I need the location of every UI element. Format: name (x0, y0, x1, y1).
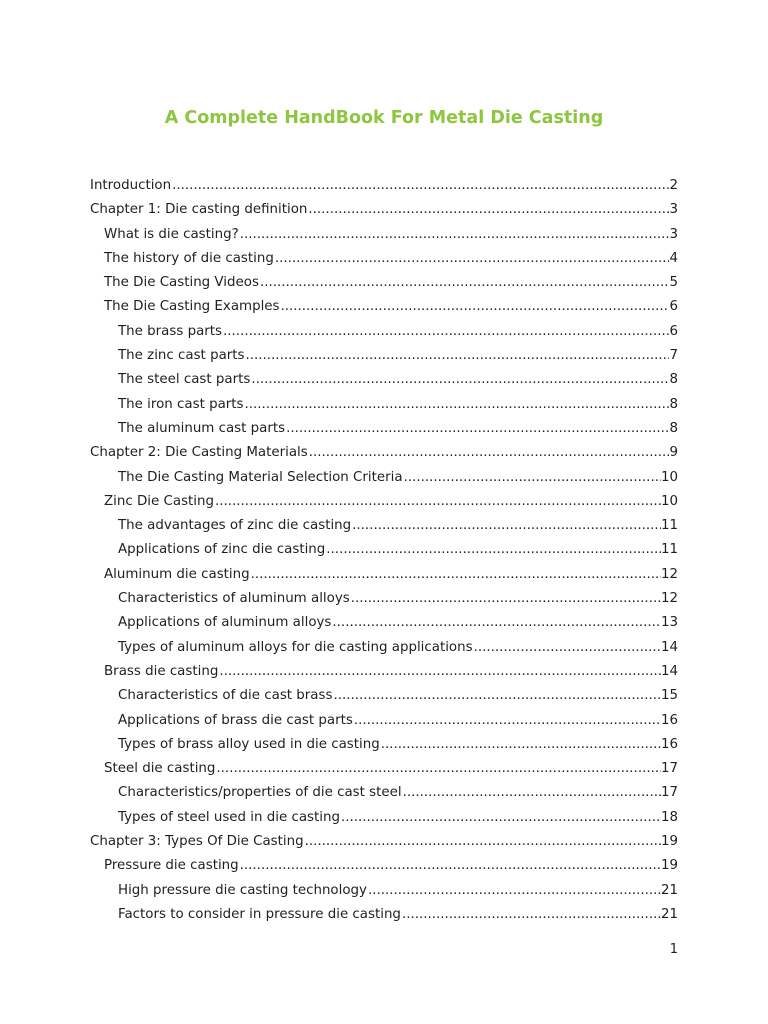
toc-entry-title: Types of aluminum alloys for die casting applications (118, 639, 473, 655)
toc-entry-title: Aluminum die casting (104, 566, 250, 582)
toc-entry[interactable] (90, 295, 678, 319)
document-title: A Complete HandBook For Metal Die Casting (164, 108, 604, 128)
toc-entry-page: 10 (660, 469, 678, 485)
toc-dot-leader (274, 247, 670, 271)
toc-entry-title: Steel die casting (104, 761, 216, 777)
toc-entry-page: 5 (669, 275, 678, 291)
toc-entry-page: 3 (669, 226, 678, 242)
toc-entry-title: Types of steel used in die casting (118, 809, 340, 825)
toc-entry[interactable] (90, 466, 678, 490)
toc-entry-page: 17 (660, 785, 678, 801)
toc-entry-title: Applications of zinc die casting (118, 542, 326, 558)
toc-entry[interactable] (90, 344, 678, 368)
toc-entry-title: Characteristics of aluminum alloys (118, 591, 350, 607)
toc-dot-leader (171, 174, 669, 198)
toc-dot-leader (353, 709, 661, 733)
toc-entry-page: 9 (669, 445, 678, 461)
toc-entry-title: The Die Casting Videos (104, 275, 259, 291)
toc-dot-leader (215, 757, 661, 781)
toc-entry[interactable] (90, 368, 678, 392)
toc-entry-page: 14 (660, 639, 678, 655)
toc-dot-leader (239, 223, 670, 247)
toc-dot-leader (285, 417, 669, 441)
toc-dot-leader (473, 636, 661, 660)
toc-entry-title: The steel cast parts (118, 372, 251, 388)
toc-entry-title: Brass die casting (104, 663, 219, 679)
toc-entry-title: What is die casting? (104, 226, 239, 242)
toc-entry-page: 21 (660, 882, 678, 898)
toc-entry-page: 3 (669, 202, 678, 218)
toc-entry-title: Applications of aluminum alloys (118, 615, 332, 631)
toc-entry[interactable] (90, 830, 678, 854)
toc-entry[interactable] (90, 854, 678, 878)
toc-entry[interactable] (90, 198, 678, 222)
toc-dot-leader (308, 441, 670, 465)
toc-entry[interactable] (90, 587, 678, 611)
toc-entry-page: 16 (660, 736, 678, 752)
toc-entry-title: Characteristics/properties of die cast steel (118, 785, 402, 801)
toc-entry-page: 17 (660, 761, 678, 777)
toc-entry-page: 13 (660, 615, 678, 631)
toc-dot-leader (340, 806, 661, 830)
toc-entry-title: Zinc Die Casting (104, 493, 215, 509)
toc-entry[interactable] (90, 393, 678, 417)
toc-dot-leader (239, 854, 661, 878)
toc-dot-leader (280, 295, 670, 319)
toc-entry-title: Applications of brass die cast parts (118, 712, 353, 728)
toc-entry[interactable] (90, 490, 678, 514)
toc-entry-title: The aluminum cast parts (118, 420, 286, 436)
toc-entry[interactable] (90, 611, 678, 635)
toc-entry[interactable] (90, 320, 678, 344)
toc-entry-page: 19 (660, 834, 678, 850)
toc-entry[interactable] (90, 247, 678, 271)
toc-entry-page: 12 (660, 566, 678, 582)
toc-entry-title: Factors to consider in pressure die casting (118, 906, 401, 922)
toc-entry[interactable] (90, 733, 678, 757)
toc-entry[interactable] (90, 684, 678, 708)
toc-dot-leader (403, 466, 661, 490)
toc-dot-leader (259, 271, 670, 295)
toc-entry[interactable] (90, 223, 678, 247)
toc-dot-leader (250, 563, 661, 587)
toc-entry-title: The iron cast parts (118, 396, 244, 412)
page-number: 1 (669, 942, 678, 957)
toc-dot-leader (402, 781, 661, 805)
toc-entry-page: 7 (669, 348, 678, 364)
toc-entry-title: Chapter 3: Types Of Die Casting (90, 834, 304, 850)
toc-entry-page: 8 (669, 372, 678, 388)
toc-dot-leader (307, 198, 669, 222)
toc-entry[interactable] (90, 271, 678, 295)
toc-entry-title: The Die Casting Material Selection Criteria (118, 469, 403, 485)
toc-dot-leader (214, 490, 661, 514)
toc-entry-page: 18 (660, 809, 678, 825)
toc-entry-title: Introduction (90, 178, 172, 193)
toc-entry-page: 6 (669, 323, 678, 339)
toc-entry-title: The Die Casting Examples (104, 299, 280, 315)
toc-entry[interactable] (90, 563, 678, 587)
toc-entry-page: 14 (660, 663, 678, 679)
toc-dot-leader (367, 879, 661, 903)
toc-dot-leader (380, 733, 661, 757)
toc-entry[interactable] (90, 660, 678, 684)
toc-entry-page: 10 (660, 493, 678, 509)
toc-entry-page: 11 (660, 542, 678, 558)
toc-entry[interactable] (90, 441, 678, 465)
toc-entry-title: Chapter 1: Die casting definition (90, 202, 308, 218)
toc-entry-title: Chapter 2: Die Casting Materials (90, 445, 308, 461)
toc-entry[interactable] (90, 757, 678, 781)
toc-entry-title: Pressure die casting (104, 858, 239, 874)
toc-entry-title: The advantages of zinc die casting (118, 518, 352, 534)
toc-dot-leader (325, 538, 661, 562)
toc-entry[interactable] (90, 538, 678, 562)
table-of-contents (90, 174, 678, 927)
toc-entry-page: 6 (669, 299, 678, 315)
toc-entry[interactable] (90, 879, 678, 903)
toc-dot-leader (331, 611, 661, 635)
toc-entry[interactable] (90, 174, 678, 198)
toc-dot-leader (401, 903, 661, 927)
toc-entry-title: Types of brass alloy used in die casting (118, 736, 380, 752)
toc-dot-leader (350, 587, 661, 611)
toc-entry[interactable] (90, 806, 678, 830)
toc-dot-leader (218, 660, 661, 684)
toc-entry-page: 8 (669, 396, 678, 412)
toc-entry-title: The history of die casting (104, 250, 274, 266)
toc-entry[interactable] (90, 417, 678, 441)
toc-entry-title: The brass parts (118, 323, 223, 339)
toc-entry-page: 19 (660, 858, 678, 874)
toc-entry-page: 21 (660, 906, 678, 922)
toc-entry[interactable] (90, 709, 678, 733)
toc-entry[interactable] (90, 514, 678, 538)
toc-dot-leader (351, 514, 661, 538)
toc-entry-page: 15 (660, 688, 678, 704)
toc-entry[interactable] (90, 636, 678, 660)
toc-entry-page: 16 (660, 712, 678, 728)
toc-entry-page: 12 (660, 591, 678, 607)
toc-entry[interactable] (90, 903, 678, 927)
toc-dot-leader (250, 368, 669, 392)
toc-dot-leader (245, 344, 670, 368)
toc-dot-leader (222, 320, 669, 344)
toc-entry[interactable] (90, 781, 678, 805)
toc-entry-page: 8 (669, 420, 678, 436)
toc-dot-leader (304, 830, 661, 854)
toc-entry-page: 2 (669, 178, 678, 193)
toc-entry-title: High pressure die casting technology (118, 882, 367, 898)
toc-dot-leader (332, 684, 660, 708)
toc-entry-title: Characteristics of die cast brass (118, 688, 333, 704)
toc-dot-leader (244, 393, 670, 417)
toc-entry-page: 11 (660, 518, 678, 534)
toc-entry-title: The zinc cast parts (118, 348, 245, 364)
toc-entry-page: 4 (669, 250, 678, 266)
